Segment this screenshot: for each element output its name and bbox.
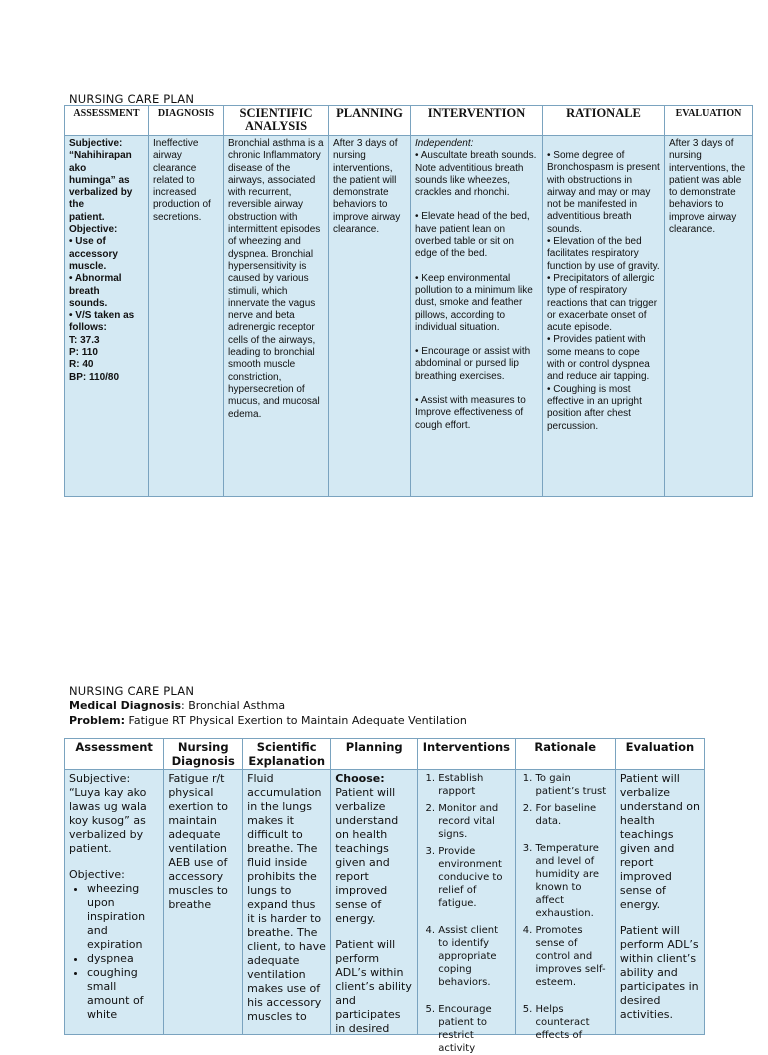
header-evaluation: Evaluation [615, 739, 704, 770]
intervention-item: 3. Provide environment conducive to relief of fatigue. [438, 845, 510, 910]
care-plan-table-2 [64, 738, 705, 1054]
assessment-line: • V/S taken as [69, 310, 135, 322]
planning-label: Choose: [335, 772, 385, 785]
objective-label: Objective: [69, 868, 125, 881]
subjective-text: Subjective: “Luya kay ako lawas ug wala koy kusog” as verbalized by patient. [69, 772, 147, 855]
problem-label: Problem: [69, 714, 126, 727]
cell-planning [331, 770, 418, 1035]
rationale-item: 1. To gain patient’s trust [536, 772, 611, 798]
cell-diagnosis: Ineffective airway clearance related to increased production of secretions. [149, 136, 224, 497]
rationale-item: 2. For baseline data. [536, 802, 611, 828]
rationale-item: • Precipitators of allergic type of respiratory reactions that can trigger or exacerbate onset of acute episode. [547, 272, 658, 334]
rationale-item: • Some degree of Bronchospasm is present with obstructions in airway and may or may not be manifested in adventitious breath sounds. [547, 150, 660, 235]
rationale-item: • Provides patient with some means to cope with or control dyspnea and reduce air tapping. [547, 334, 650, 383]
header-planning: PLANNING [329, 106, 411, 136]
rationale-item: 4. Promotes sense of control and improves self-esteem. [536, 924, 611, 989]
explanation-text: Fluid accumulation in the lungs makes it difficult to breathe. The fluid inside prohibits the lungs to expand thus it is harder to breathe. The client, to have adequate ventilation makes use of his accessory muscles to [247, 772, 326, 1023]
header-interventions: Interventions [418, 739, 515, 770]
plan2-title: NURSING CARE PLAN [69, 684, 195, 698]
objective-item: • wheezing upon inspiration and expiration [87, 882, 159, 952]
assessment-line: R: 40 [69, 359, 94, 371]
cell-scientific-explanation [243, 770, 331, 1035]
assessment-line: • Use of [69, 236, 106, 248]
assessment-line: accessory [69, 248, 118, 260]
rationale-item: 3. Temperature and level of humidity are known to affect exhaustion. [536, 842, 611, 920]
planning-goal: Patient will perform ADL’s within client’s ability and participates in desired [335, 938, 412, 1035]
rationale-item: • Coughing is most effective in an upright position after chest percussion. [547, 383, 642, 432]
evaluation-text: Patient will perform ADL’s within client’s ability and participates in desired activities. [619, 924, 699, 1021]
problem [69, 714, 467, 727]
assessment-line: huminga” as [69, 174, 130, 186]
assessment-line: follows: [69, 322, 107, 334]
assessment-line: patient. [69, 211, 105, 223]
assessment-line: T: 37.3 [69, 334, 100, 346]
intervention-label: Independent: [415, 138, 474, 149]
assessment-line: BP: 110/80 [69, 371, 120, 383]
intervention-item: 4. Assist client to identify appropriate coping behaviors. [438, 924, 510, 989]
assessment-line: breath [69, 285, 100, 297]
problem-value: Fatigue RT Physical Exertion to Maintain Adequate Ventilation [125, 714, 467, 727]
cell-scientific-analysis: Bronchial asthma is a chronic Inflammatory disease of the airways, associated with recurrent, reversible airway obstruction with intermittent episodes of wheezing and dyspnea. Bronchial hypersensitivity is caused by various stimuli, which innervate the vagus nerve and beta adrenergic receptor cells of the airways, leading to bronchial smooth muscle constriction, hypersecretion of mucus, and mucosal edema. [224, 136, 329, 497]
cell-assessment [65, 136, 149, 497]
planning-goal: Patient will verbalize understand on health teachings given and report improved sense of energy. [335, 786, 399, 925]
objective-item: • dyspnea [87, 952, 159, 966]
plan1-title: NURSING CARE PLAN [69, 92, 195, 106]
objective-item: • coughing small amount of white [87, 966, 159, 1022]
intervention-item: 5. Encourage patient to restrict activity [438, 1003, 510, 1055]
intervention-item: 1. Establish rapport [438, 772, 510, 798]
care-plan-table-1 [64, 105, 753, 497]
intervention-item: • Elevate head of the bed, have patient lean on overbed table or sit on edge of the bed. [415, 211, 530, 260]
assessment-line: Subjective: [69, 138, 123, 149]
header-nursing-diagnosis: Nursing Diagnosis [164, 739, 243, 770]
table1-body-row [65, 136, 753, 497]
assessment-line: Objective: [69, 224, 118, 236]
header-assessment: ASSESSMENT [65, 106, 149, 136]
medical-diagnosis-value: : Bronchial Asthma [181, 699, 286, 712]
header-scientific-explanation: Scientific Explanation [243, 739, 331, 770]
header-planning: Planning [331, 739, 418, 770]
intervention-item: • Auscultate breath sounds. Note adventitious breath sounds like wheezes, crackles and rhonchi. [415, 150, 537, 199]
evaluation-text: Patient will verbalize understand on health teachings given and report improved sense of energy. [619, 772, 701, 911]
diagnosis-text: Fatigue r/t physical exertion to maintain adequate ventilation AEB use of accessory muscles to breathe [168, 772, 228, 911]
cell-evaluation [615, 770, 704, 1035]
header-intervention: INTERVENTION [411, 106, 543, 136]
assessment-line: verbalized by [69, 187, 133, 199]
assessment-line: P: 110 [69, 347, 98, 359]
cell-planning: After 3 days of nursing interventions, the patient will demonstrate behaviors to improve airway clearance. [329, 136, 411, 497]
header-rationale: Rationale [515, 739, 615, 770]
assessment-line: “Nahihirapan [69, 150, 132, 162]
medical-diagnosis [69, 699, 285, 712]
header-scientific-analysis: SCIENTIFIC ANALYSIS [224, 106, 329, 136]
intervention-item: • Keep environmental pollution to a minimum like dust, smoke and feather pillows, according to individual situation. [415, 272, 533, 333]
assessment-line: the [69, 199, 84, 211]
header-rationale: RATIONALE [543, 106, 665, 136]
intervention-item: 2. Monitor and record vital signs. [438, 802, 510, 841]
cell-assessment [65, 770, 164, 1035]
cell-intervention [411, 136, 543, 497]
medical-diagnosis-label: Medical Diagnosis [69, 699, 182, 712]
table1-header-row [65, 106, 753, 136]
cell-rationale [543, 136, 665, 497]
rationale-item: 5. Helps counteract effects of [536, 1003, 611, 1042]
cell-evaluation: After 3 days of nursing interventions, the patient was able to demonstrate behaviors to improve airway clearance. [665, 136, 753, 497]
cell-nursing-diagnosis [164, 770, 243, 1035]
assessment-line: sounds. [69, 297, 108, 309]
assessment-line: muscle. [69, 260, 107, 272]
assessment-line: • Abnormal [69, 273, 122, 285]
table2-header-row [65, 739, 705, 770]
cell-rationale [515, 770, 615, 1041]
cell-interventions [418, 770, 515, 1054]
header-assessment: Assessment [65, 739, 164, 770]
assessment-line: ako [69, 162, 87, 174]
header-diagnosis: DIAGNOSIS [149, 106, 224, 136]
intervention-item: • Encourage or assist with abdominal or pursed lip breathing exercises. [415, 346, 531, 382]
header-evaluation: EVALUATION [665, 106, 753, 136]
table2-body-row [65, 770, 705, 1035]
rationale-item: • Elevation of the bed facilitates respiratory function by use of gravity. [547, 236, 660, 272]
intervention-item: • Assist with measures to Improve effectiveness of cough effort. [415, 395, 526, 431]
